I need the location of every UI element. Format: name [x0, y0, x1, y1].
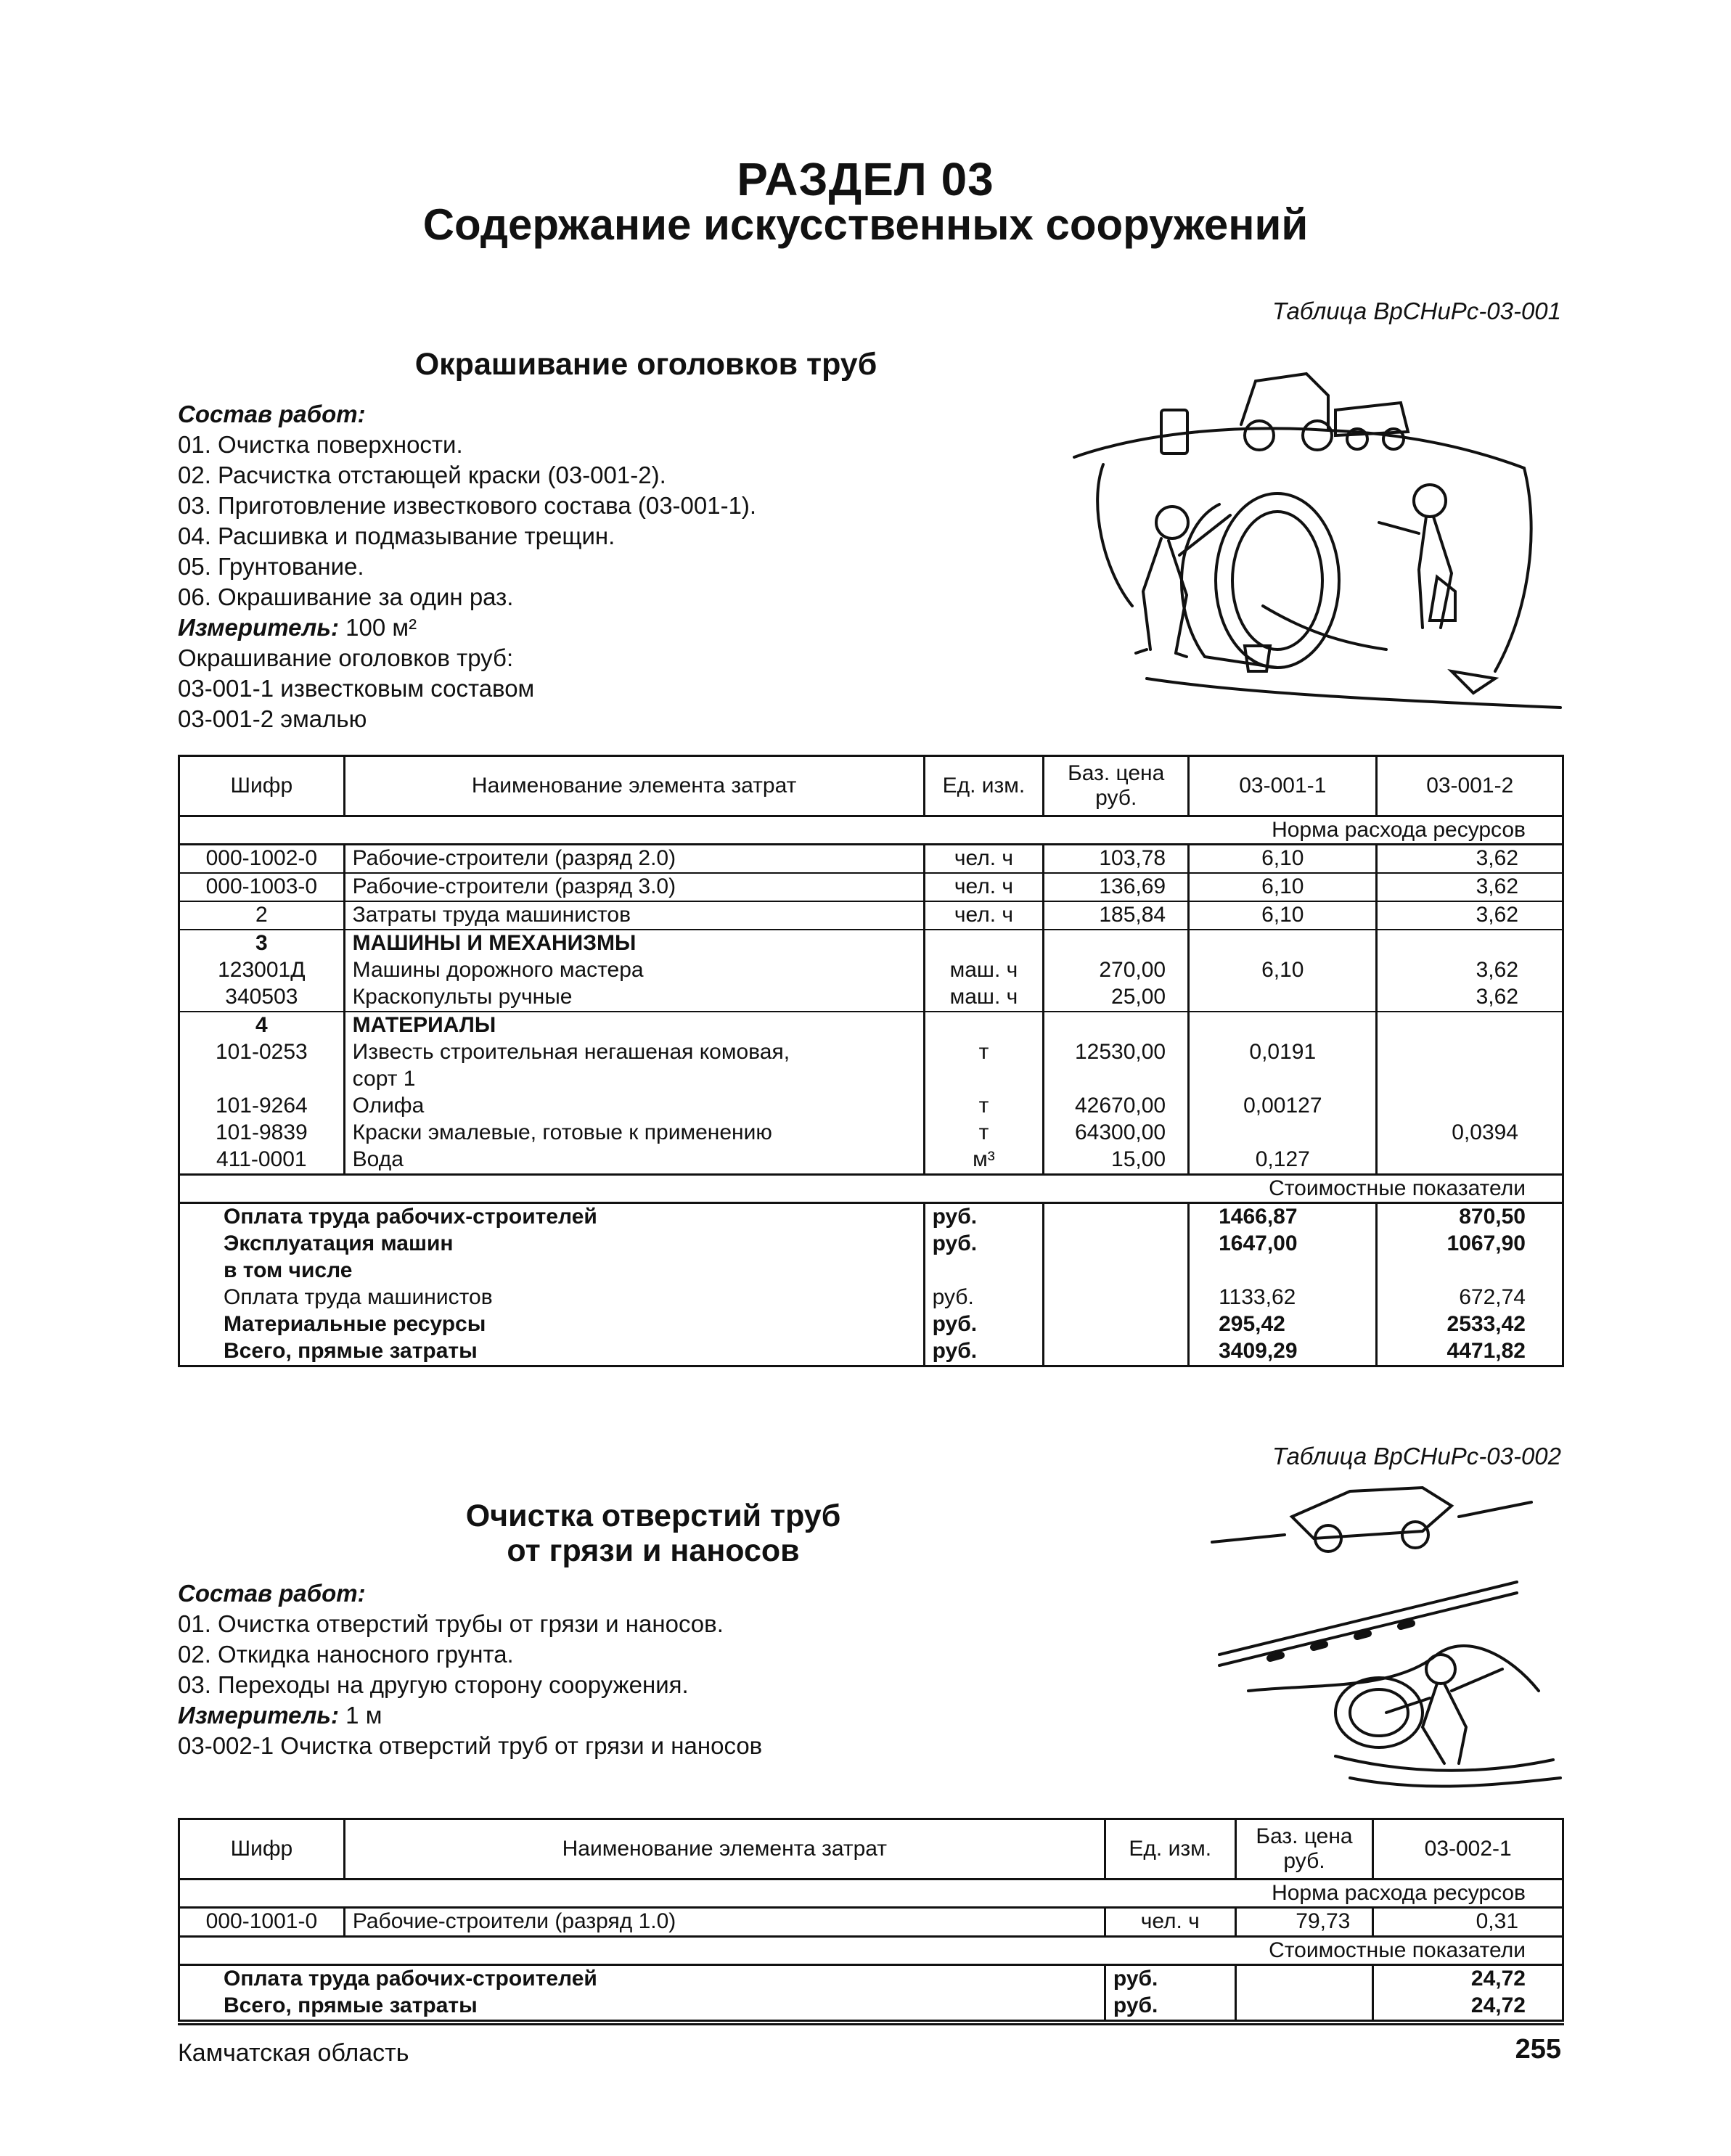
cell-v2: 3,62 [1377, 873, 1563, 901]
summary-v1: 1133,62 [1189, 1284, 1377, 1311]
cell-price: 79,73 [1235, 1908, 1373, 1937]
summary-label: Эксплуатация машин [179, 1231, 925, 1258]
table-ref-03-002: Таблица ВрСНиРс-03-002 [1272, 1443, 1561, 1470]
cell-price: 42670,00 [1044, 1093, 1189, 1120]
table-row [179, 1093, 1563, 1120]
cell-price: 185,84 [1044, 901, 1189, 930]
cell-code: 2 [179, 901, 345, 930]
resource-table-03-001 [178, 755, 1564, 1367]
cell-unit: маш. ч [924, 957, 1044, 984]
column-header: Шифр [179, 756, 345, 816]
column-header: 03-001-1 [1189, 756, 1377, 816]
workers-painting-pipe-illustration [1060, 366, 1568, 715]
footer-region: Камчатская область [178, 2039, 409, 2067]
cell-v2 [1377, 1066, 1563, 1093]
summary-row [179, 1338, 1563, 1366]
cell-code: 4 [179, 1012, 345, 1039]
summary-unit: руб. [1105, 1965, 1235, 1993]
table-row [179, 957, 1563, 984]
cell-price: 64300,00 [1044, 1120, 1189, 1147]
cell-v1 [1189, 1066, 1377, 1093]
cell-code: 000-1001-0 [179, 1908, 345, 1937]
table-header-row [179, 1819, 1563, 1880]
cell-name: сорт 1 [344, 1066, 924, 1093]
summary-label: Всего, прямые затраты [179, 1338, 925, 1366]
cell-name: МАШИНЫ И МЕХАНИЗМЫ [344, 930, 924, 957]
summary-v2: 870,50 [1377, 1203, 1563, 1231]
cell-v2 [1377, 930, 1563, 957]
step: 03. Переходы на другую сторону сооружения. [178, 1671, 689, 1698]
cell-price: 12530,00 [1044, 1039, 1189, 1066]
variant: 03-002-1 Очистка отверстий труб от грязи и наносов [178, 1732, 763, 1759]
column-header: Ед. изм. [1105, 1819, 1235, 1880]
cell-price: 270,00 [1044, 957, 1189, 984]
summary-unit: руб. [924, 1338, 1044, 1366]
cell-code: 101-0253 [179, 1039, 345, 1066]
summary-v1: 1466,87 [1189, 1203, 1377, 1231]
cell-price [1044, 1066, 1189, 1093]
cell-v2: 3,62 [1377, 845, 1563, 874]
cell-unit: чел. ч [1105, 1908, 1235, 1937]
summary-v2: 1067,90 [1377, 1231, 1563, 1258]
band-costs: Стоимостные показатели [179, 1175, 1563, 1203]
summary-row [179, 1258, 1563, 1284]
cell-unit: м³ [924, 1147, 1044, 1175]
summary-v1: 295,42 [1189, 1311, 1377, 1338]
table-row [179, 1908, 1563, 1937]
cell-v2 [1377, 1093, 1563, 1120]
cell-name: Рабочие-строители (разряд 3.0) [344, 873, 924, 901]
summary-v1: 3409,29 [1189, 1338, 1377, 1366]
cell-v2: 3,62 [1377, 984, 1563, 1012]
summary-label: в том числе [179, 1258, 925, 1284]
step: 03. Приготовление известкового состава (03-001-1). [178, 492, 757, 519]
summary-row [179, 1284, 1563, 1311]
cell-unit [924, 1012, 1044, 1039]
cell-v1: 0,31 [1373, 1908, 1563, 1937]
column-header: Наименование элемента затрат [344, 756, 924, 816]
cell-name: Рабочие-строители (разряд 2.0) [344, 845, 924, 874]
cell-unit: маш. ч [924, 984, 1044, 1012]
summary-v2 [1377, 1258, 1563, 1284]
column-header: Ед. изм. [924, 756, 1044, 816]
cell-v2 [1377, 1012, 1563, 1039]
title-line: Очистка отверстий труб [465, 1499, 841, 1533]
table-row [179, 1147, 1563, 1175]
resource-table-03-002 [178, 1818, 1564, 2022]
cell-code: 000-1002-0 [179, 845, 345, 874]
summary-v2: 2533,42 [1377, 1311, 1563, 1338]
cell-price [1044, 1012, 1189, 1039]
summary-v1: 24,72 [1373, 1993, 1563, 2021]
cell-v2 [1377, 1147, 1563, 1175]
cell-unit: чел. ч [924, 845, 1044, 874]
summary-row [179, 1203, 1563, 1231]
cell-v1: 6,10 [1189, 957, 1377, 984]
band-norms: Норма расхода ресурсов [179, 816, 1563, 845]
cell-price: 103,78 [1044, 845, 1189, 874]
cell-unit: т [924, 1093, 1044, 1120]
step: 06. Окрашивание за один раз. [178, 583, 514, 610]
summary-v2: 4471,82 [1377, 1338, 1563, 1366]
footer-rule [178, 2023, 1564, 2025]
cell-unit: чел. ч [924, 873, 1044, 901]
summary-unit: руб. [924, 1231, 1044, 1258]
cell-name: Затраты труда машинистов [344, 901, 924, 930]
cell-v2: 3,62 [1377, 957, 1563, 984]
cell-code [179, 1066, 345, 1093]
cell-name: Машины дорожного мастера [344, 957, 924, 984]
table-header-row [179, 756, 1563, 816]
summary-label: Всего, прямые затраты [179, 1993, 1105, 2021]
cell-price [1044, 930, 1189, 957]
cell-unit [924, 1066, 1044, 1093]
cell-v1: 6,10 [1189, 873, 1377, 901]
step: 04. Расшивка и подмазывание трещин. [178, 522, 615, 549]
section-number: РАЗДЕЛ 03 [737, 153, 994, 205]
summary-label: Оплата труда рабочих-строителей [179, 1203, 925, 1231]
step: 02. Откидка наносного грунта. [178, 1641, 514, 1668]
composition-label: Состав работ: [178, 1580, 366, 1607]
intro: Окрашивание оголовков труб: [178, 644, 514, 671]
measure-value: 1 м [345, 1702, 382, 1729]
table-row [179, 1012, 1563, 1039]
cell-unit [924, 930, 1044, 957]
cell-v1 [1189, 984, 1377, 1012]
variant: 03-001-1 известковым составом [178, 675, 535, 702]
cell-v1: 6,10 [1189, 845, 1377, 874]
cell-v1: 6,10 [1189, 901, 1377, 930]
table-row [179, 901, 1563, 930]
variant: 03-001-2 эмалью [178, 705, 367, 732]
page-number: 255 [1515, 2034, 1561, 2065]
cell-name: Краскопульты ручные [344, 984, 924, 1012]
column-header: Баз. цена руб. [1044, 756, 1189, 816]
summary-unit: руб. [1105, 1993, 1235, 2021]
summary-row [179, 1965, 1563, 1993]
summary-label: Оплата труда машинистов [179, 1284, 925, 1311]
summary-unit: руб. [924, 1284, 1044, 1311]
cell-name: Олифа [344, 1093, 924, 1120]
table-row [179, 930, 1563, 957]
table-title-03-001: Окрашивание оголовков труб [414, 347, 877, 382]
work-composition-03-002 [178, 1578, 762, 1761]
section-name: Содержание искусственных сооружений [422, 200, 1309, 249]
summary-label: Материальные ресурсы [179, 1311, 925, 1338]
summary-v1: 24,72 [1373, 1965, 1563, 1993]
band-norms: Норма расхода ресурсов [179, 1880, 1563, 1908]
summary-label: Оплата труда рабочих-строителей [179, 1965, 1105, 1993]
cell-v1 [1189, 1120, 1377, 1147]
cell-code: 101-9264 [179, 1093, 345, 1120]
measure [178, 1700, 762, 1731]
step: 01. Очистка отверстий трубы от грязи и наносов. [178, 1610, 724, 1637]
composition-label: Состав работ: [178, 401, 366, 427]
cell-name: Рабочие-строители (разряд 1.0) [344, 1908, 1105, 1937]
table-row [179, 1120, 1563, 1147]
band-costs: Стоимостные показатели [179, 1937, 1563, 1965]
work-composition-03-001 [178, 399, 756, 734]
table-row [179, 845, 1563, 874]
cell-name: Известь строительная негашеная комовая, [344, 1039, 924, 1066]
cell-unit: чел. ч [924, 901, 1044, 930]
table-row [179, 1039, 1563, 1066]
worker-cleaning-pipe-illustration [1205, 1473, 1568, 1800]
column-header: Шифр [179, 1819, 345, 1880]
cell-v1 [1189, 930, 1377, 957]
summary-unit: руб. [924, 1311, 1044, 1338]
measure-label: Измеритель: [178, 614, 339, 641]
table-row [179, 1066, 1563, 1093]
cell-v1: 0,00127 [1189, 1093, 1377, 1120]
cell-code: 411-0001 [179, 1147, 345, 1175]
cell-code: 3 [179, 930, 345, 957]
summary-row [179, 1311, 1563, 1338]
cell-v1: 0,127 [1189, 1147, 1377, 1175]
measure-value: 100 м² [345, 614, 417, 641]
measure-label: Измеритель: [178, 1702, 339, 1729]
summary-unit: руб. [924, 1203, 1044, 1231]
summary-row [179, 1231, 1563, 1258]
summary-v1: 1647,00 [1189, 1231, 1377, 1258]
measure [178, 612, 756, 643]
cell-price: 25,00 [1044, 984, 1189, 1012]
column-header: Наименование элемента затрат [344, 1819, 1105, 1880]
table-row [179, 873, 1563, 901]
column-header: 03-001-2 [1377, 756, 1563, 816]
table-ref-03-001: Таблица ВрСНиРс-03-001 [1272, 298, 1561, 324]
title-line: от грязи и наносов [507, 1533, 800, 1568]
cell-name: Краски эмалевые, готовые к применению [344, 1120, 924, 1147]
cell-code: 000-1003-0 [179, 873, 345, 901]
column-header: 03-002-1 [1373, 1819, 1563, 1880]
cell-v2: 0,0394 [1377, 1120, 1563, 1147]
summary-v2: 672,74 [1377, 1284, 1563, 1311]
step: 02. Расчистка отстающей краски (03-001-2). [178, 462, 666, 488]
summary-row [179, 1993, 1563, 2021]
cell-v1 [1189, 1012, 1377, 1039]
cell-v2 [1377, 1039, 1563, 1066]
cell-code: 123001Д [179, 957, 345, 984]
cell-code: 101-9839 [179, 1120, 345, 1147]
cell-unit: т [924, 1039, 1044, 1066]
step: 01. Очистка поверхности. [178, 431, 463, 458]
summary-unit [924, 1258, 1044, 1284]
table-row [179, 984, 1563, 1012]
cell-name: МАТЕРИАЛЫ [344, 1012, 924, 1039]
table-title-03-002 [348, 1499, 958, 1568]
step: 05. Грунтование. [178, 553, 364, 580]
summary-v1 [1189, 1258, 1377, 1284]
cell-name: Вода [344, 1147, 924, 1175]
cell-price: 136,69 [1044, 873, 1189, 901]
cell-unit: т [924, 1120, 1044, 1147]
cell-price: 15,00 [1044, 1147, 1189, 1175]
cell-v1: 0,0191 [1189, 1039, 1377, 1066]
cell-code: 340503 [179, 984, 345, 1012]
column-header: Баз. цена руб. [1235, 1819, 1373, 1880]
cell-v2: 3,62 [1377, 901, 1563, 930]
